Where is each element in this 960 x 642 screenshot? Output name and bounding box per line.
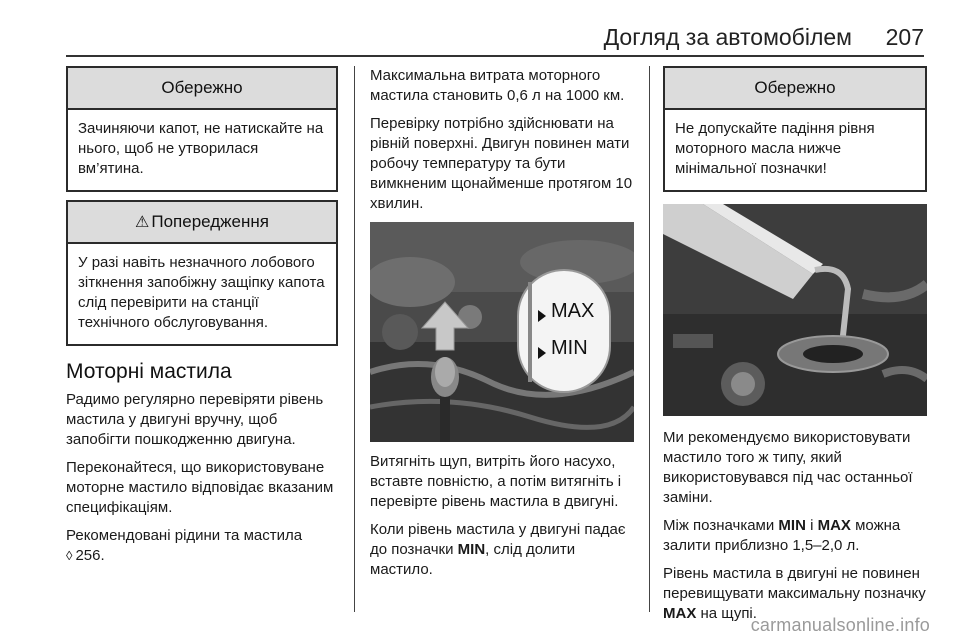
paragraph-text: на щупі. (696, 605, 757, 622)
paragraph: Витягніть щуп, витріть його насухо, вставте повністю, а потім витягніть і перевірте рівень мастила в двигуні. (370, 453, 622, 510)
paragraph-text: Рекомендовані рідини та мастила (66, 527, 303, 544)
max-mark-label: MAX (817, 517, 851, 534)
watermark: carmanualsonline.info (750, 615, 930, 635)
paragraph-text: можна залити приблизно 1,5–2,0 л. (663, 517, 901, 554)
paragraph: Радимо регулярно перевіряти рівень мастила у двигуні вручну, щоб запобігти пошкодженню двигуна. (66, 391, 324, 448)
paragraph-text: і (805, 517, 818, 534)
page-number: 207 (885, 24, 924, 50)
caution-title: Обережно (68, 68, 336, 110)
paragraph: Ми рекомендуємо використовувати мастило того ж типу, який використовувався під час останньої заміни. (663, 429, 913, 506)
warning-title: Попередження (151, 212, 269, 231)
dipstick-drawing (370, 222, 634, 442)
column-divider (354, 66, 355, 612)
paragraph (663, 516, 927, 556)
column-right (663, 66, 927, 632)
page-reference-icon: ◊ (66, 548, 73, 563)
paragraph-text: Між позначками (663, 517, 779, 534)
paragraph: Максимальна витрата моторного мастила становить 0,6 л на 1000 км. (370, 67, 625, 104)
caution-text: Не допускайте падіння рівня моторного масла нижче мінімальної позначки! (675, 120, 875, 177)
oil-pouring-illustration (663, 204, 927, 416)
max-mark-label: MAX (663, 605, 697, 622)
warning-box (66, 200, 338, 346)
oil-pouring-drawing (663, 204, 927, 416)
column-left (66, 66, 338, 574)
page-header (0, 0, 960, 58)
header-rule (66, 55, 924, 57)
column-middle (370, 66, 634, 588)
caution-box (663, 66, 927, 192)
page-title: Догляд за автомобілем (603, 24, 852, 50)
dipstick-illustration (370, 222, 634, 442)
column-divider (649, 66, 650, 612)
section-title: Моторні мастила (66, 360, 232, 383)
max-label: MAX (551, 300, 595, 322)
page-reference-link[interactable]: 256. (75, 547, 105, 564)
min-mark-label: MIN (457, 541, 486, 558)
warning-triangle-icon: ⚠ (135, 214, 150, 231)
min-label: MIN (551, 337, 588, 359)
paragraph-text: Коли рівень мастила у двигуні падає до позначки (370, 521, 626, 558)
paragraph-text: Рівень мастила в двигуні не повинен перевищувати максимальну позначку (663, 565, 926, 602)
caution-title: Обережно (665, 68, 925, 110)
paragraph (370, 520, 634, 580)
caution-text: Зачиняючи капот, не натискайте на нього, щоб не утворилася вм’ятина. (78, 120, 324, 177)
paragraph: Перевірку потрібно здійснювати на рівній поверхні. Двигун повинен мати робочу температуру та бути вимкненим щонайменше протягом 10 хвилин. (370, 115, 633, 212)
caution-box (66, 66, 338, 192)
min-mark-label: MIN (778, 517, 806, 534)
warning-text: У разі навіть незначного лобового зіткнення запобіжну защіпку капота слід перевірити на станції технічного обслуговування. (78, 254, 325, 331)
paragraph (66, 526, 338, 566)
paragraph: Переконайтеся, що використовуване моторне мастило відповідає вказаним специфікаціям. (66, 459, 334, 516)
paragraph-text: , слід долити мастило. (370, 541, 576, 578)
warning-header (68, 202, 336, 244)
